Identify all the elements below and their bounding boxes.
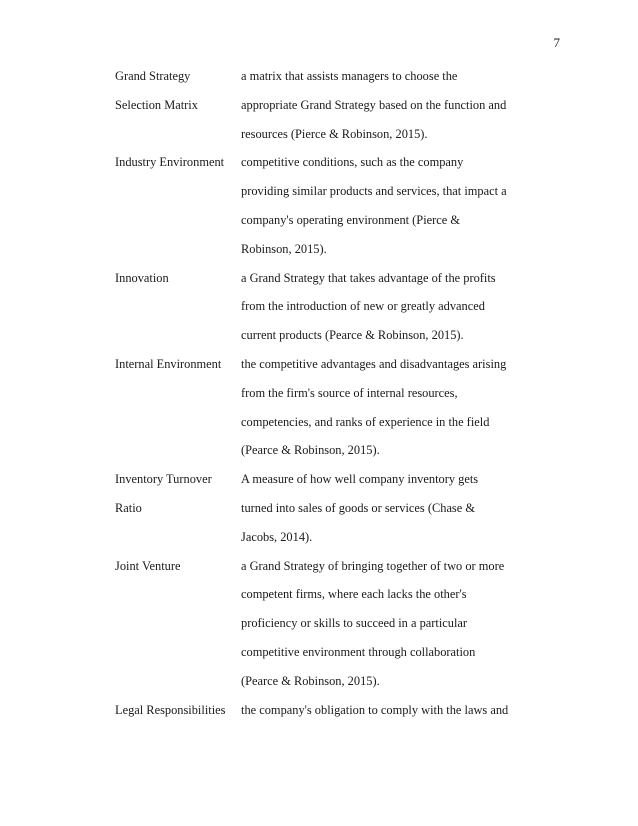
glossary-line (115, 552, 535, 581)
glossary-term (115, 177, 241, 206)
glossary-definition: competencies, and ranks of experience in the field (241, 414, 490, 429)
glossary-term (115, 436, 241, 465)
glossary-definition: providing similar products and services, that impact a (241, 184, 507, 199)
glossary-term: Grand Strategy (115, 69, 191, 83)
glossary-definition: Robinson, 2015). (241, 241, 327, 256)
glossary-term (115, 667, 241, 696)
glossary-line (115, 264, 535, 293)
glossary-term: Inventory Turnover (115, 472, 212, 487)
glossary-line (115, 321, 535, 350)
glossary-definition: competent firms, where each lacks the other's (241, 587, 467, 602)
glossary-line (115, 62, 535, 91)
glossary-term (115, 408, 241, 437)
glossary-term: Internal Environment (115, 356, 222, 371)
glossary-line (115, 292, 535, 321)
glossary-line (115, 494, 535, 523)
glossary-list (115, 62, 535, 724)
glossary-term (115, 609, 241, 638)
glossary-line (115, 350, 535, 379)
glossary-term: Ratio (115, 500, 142, 515)
page-number: 7 (553, 35, 560, 50)
glossary-line (115, 523, 535, 552)
glossary-line (115, 177, 535, 206)
glossary-definition: the company's obligation to comply with the laws and (241, 702, 509, 717)
glossary-line (115, 696, 535, 725)
glossary-term: Industry Environment (115, 155, 225, 170)
glossary-definition: (Pearce & Robinson, 2015). (241, 443, 380, 458)
glossary-term (115, 120, 241, 149)
glossary-line (115, 120, 535, 149)
glossary-term (115, 638, 241, 667)
glossary-definition: the competitive advantages and disadvantages arising (241, 356, 507, 371)
glossary-definition: a Grand Strategy that takes advantage of the profits (241, 270, 496, 285)
glossary-term (115, 292, 241, 321)
glossary-line (115, 638, 535, 667)
glossary-line (115, 235, 535, 264)
glossary-line (115, 91, 535, 120)
glossary-term (115, 523, 241, 552)
glossary-line (115, 206, 535, 235)
glossary-line (115, 667, 535, 696)
glossary-term (115, 580, 241, 609)
glossary-line (115, 379, 535, 408)
glossary-term: Selection Matrix (115, 97, 198, 112)
glossary-definition: appropriate Grand Strategy based on the function and (241, 97, 507, 112)
glossary-definition: A measure of how well company inventory gets (241, 472, 479, 487)
glossary-definition: from the firm's source of internal resources, (241, 385, 458, 400)
glossary-line (115, 609, 535, 638)
glossary-term: Joint Venture (115, 558, 181, 573)
glossary-definition: a matrix that assists managers to choose the (241, 69, 458, 83)
glossary-term (115, 321, 241, 350)
glossary-term: Legal Responsibilities (115, 702, 226, 717)
glossary-definition: competitive conditions, such as the company (241, 155, 464, 170)
glossary-line (115, 408, 535, 437)
glossary-definition: (Pearce & Robinson, 2015). (241, 673, 380, 688)
glossary-definition: resources (Pierce & Robinson, 2015). (241, 126, 428, 141)
glossary-definition: company's operating environment (Pierce & (241, 212, 461, 227)
glossary-line (115, 465, 535, 494)
glossary-definition: turned into sales of goods or services (Chase & (241, 500, 475, 515)
glossary-term (115, 206, 241, 235)
glossary-term (115, 235, 241, 264)
glossary-line (115, 580, 535, 609)
glossary-definition: current products (Pearce & Robinson, 2015). (241, 328, 464, 343)
glossary-definition: from the introduction of new or greatly advanced (241, 299, 485, 314)
glossary-term (115, 379, 241, 408)
glossary-line (115, 148, 535, 177)
glossary-definition: a Grand Strategy of bringing together of two or more (241, 558, 505, 573)
glossary-definition: competitive environment through collaboration (241, 644, 476, 659)
glossary-definition: proficiency or skills to succeed in a particular (241, 616, 468, 631)
glossary-term: Innovation (115, 270, 169, 285)
glossary-line (115, 436, 535, 465)
glossary-definition: Jacobs, 2014). (241, 529, 313, 544)
